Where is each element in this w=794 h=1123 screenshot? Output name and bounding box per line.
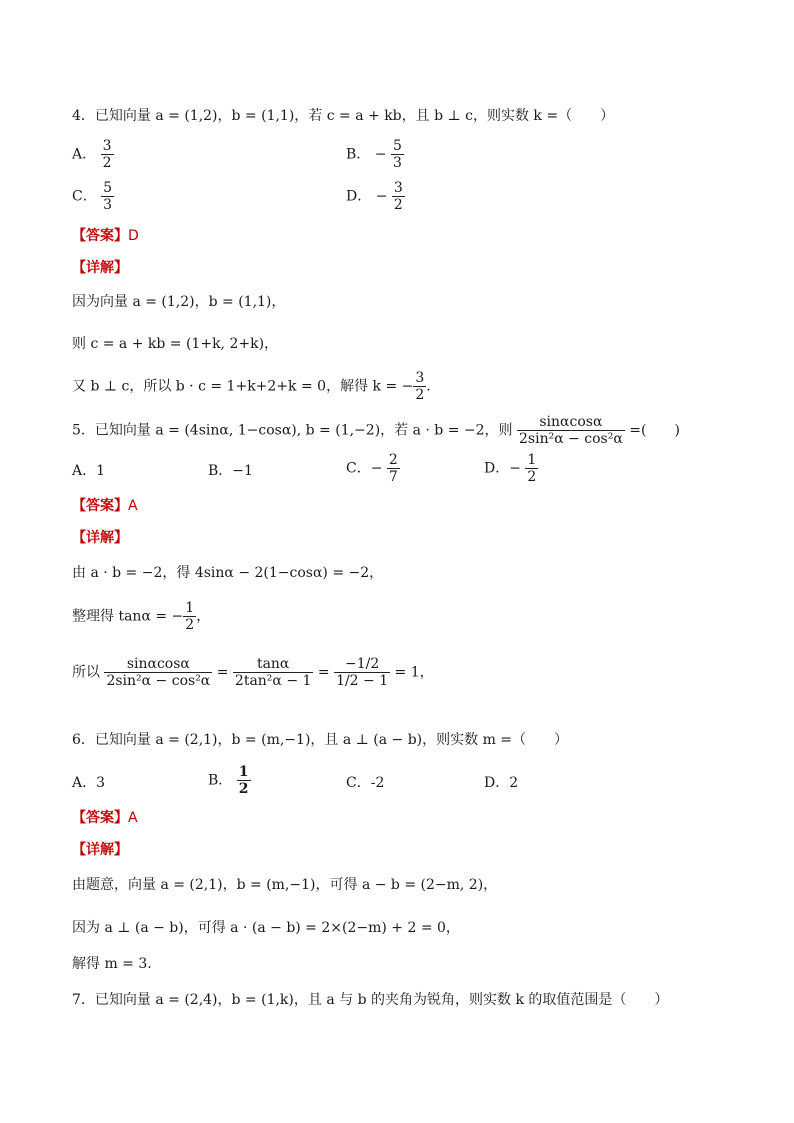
q4-step-3: 又 b ⊥ c，所以 b · c = 1+k+2+k = 0，解得 k = − $\frac{3}{2}$ . [72,370,431,403]
option-fraction: $\frac{5}{3}$ [103,180,113,213]
q6-option-c[interactable]: C．-2 [346,775,385,791]
q6-option-b[interactable]: B． $\frac{1}{2}$ [208,764,249,797]
option-letter: D． [346,188,372,205]
q4-option-c[interactable] [72,180,114,213]
q6-option-d[interactable]: D．2 [484,775,519,791]
q4-option-a[interactable] [72,138,114,171]
q6-step-1: 由题意，向量 a = (2,1)，b = (m,−1)，可得 a − b = (2−m, 2)， [72,877,498,893]
q4-option-b[interactable]: B． − $\frac{5}{3}$ [346,138,402,171]
q5-option-c[interactable]: C．− $\frac{2}{7}$ [346,452,398,485]
q4-stem: 4．已知向量 a = (1,2)，b = (1,1)，若 c = a + kb，且 b ⊥ c，则实数 k =（ ） [72,108,615,124]
q5-stem: 5．已知向量 a = (4sinα, 1−cosα), b = (1,−2)，若 a · b = −2，则 $\frac{\sin\alpha\cos\alpha}{\text{2sin²α − cos²α}}$ =( ) [72,414,680,447]
option-fraction: $\frac{3}{2}$ [393,180,403,213]
q5-detail-label: 【详解】 [72,530,128,546]
q6-detail-label: 【详解】 [72,842,128,858]
q5-option-a[interactable]: A．1 [72,463,106,479]
q6-step-2: 因为 a ⊥ (a − b)，可得 a · (a − b) = 2×(2−m) + 2 = 0， [72,920,460,936]
option-letter: C． [72,188,97,205]
option-fraction: $\frac{3}{2}$ [102,138,112,171]
q5-step-2: 整理得 tanα = − $\frac{1}{2}$ ， [72,600,211,633]
option-letter: B． [346,146,371,163]
option-fraction: $\frac{5}{3}$ [392,138,402,171]
q4-detail-label: 【详解】 [72,260,128,276]
q4-step-2: 则 c = a + kb = (1+k, 2+k)， [72,336,279,352]
q5-option-b[interactable]: B．−1 [208,463,253,479]
q6-step-3: 解得 m = 3. [72,956,152,972]
q5-step-3: 所以 $\frac{\sin\alpha\cos\alpha}{\text{2sin²α − cos²α}}$ = $\frac{\tan\alpha}{\text{2tan²α − 1}}$ = $\frac{-1/2}{1/2 - 1}$ = 1， [72,656,434,689]
q4-answer: 【答案】D [72,228,139,244]
q5-step-1: 由 a · b = −2，得 4sinα − 2(1−cosα) = −2， [72,565,384,581]
q6-answer: 【答案】A [72,810,138,826]
option-letter: A． [72,146,97,163]
q4-step-1: 因为向量 a = (1,2)，b = (1,1)， [72,294,286,310]
q6-option-a[interactable]: A．3 [72,775,106,791]
q4-option-d[interactable]: D． − $\frac{3}{2}$ [346,180,403,213]
q6-stem: 6．已知向量 a = (2,1)，b = (m,−1)，且 a ⊥ (a − b)，则实数 m =（ ） [72,732,569,748]
q7-stem: 7．已知向量 a = (2,4)，b = (1,k)，且 a 与 b 的夹角为锐角，则实数 k 的取值范围是（ ） [72,992,669,1008]
q5-option-d[interactable]: D．− $\frac{1}{2}$ [484,452,537,485]
q5-answer: 【答案】A [72,498,138,514]
